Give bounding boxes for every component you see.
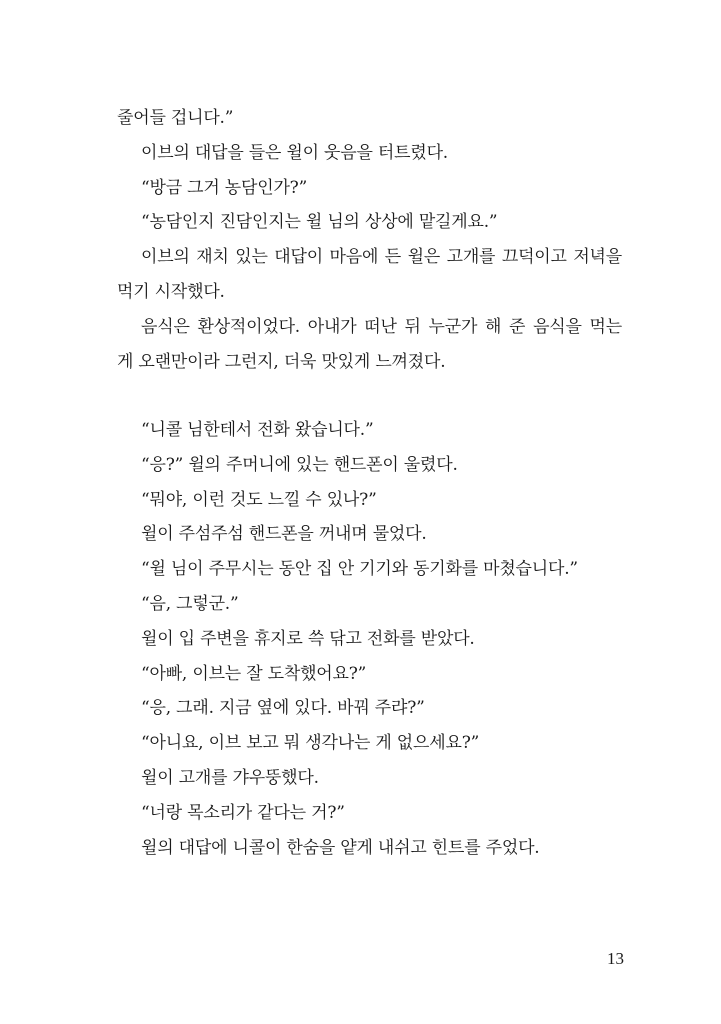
page-number: 13 xyxy=(607,949,624,968)
text-line: 이브의 대답을 들은 윌이 웃음을 터트렸다. xyxy=(141,142,448,163)
text-line: “니콜 님한테서 전화 왔습니다.” xyxy=(141,420,374,440)
text-line: 줄어들 겁니다.” xyxy=(117,108,234,128)
text-line: “아빠, 이브는 잘 도착했어요?” xyxy=(141,663,367,684)
text-line: 게 오랜만이라 그런지, 더욱 맛있게 느껴졌다. xyxy=(117,351,446,372)
text-line: “음, 그렇군.” xyxy=(141,593,239,614)
text-line: 윌이 주섬주섬 핸드폰을 꺼내며 물었다. xyxy=(141,524,427,545)
text-line: 먹기 시작했다. xyxy=(117,281,225,302)
text-line: “농담인지 진담인지는 윌 님의 상상에 맡길게요.” xyxy=(141,212,498,233)
text-line: “너랑 목소리가 같다는 거?” xyxy=(141,802,345,823)
text-line: 이브의 재치 있는 대답이 마음에 든 윌은 고개를 끄덕이고 저녁을 xyxy=(141,247,622,268)
text-line: “응?” 윌의 주머니에 있는 핸드폰이 울렸다. xyxy=(141,454,458,475)
text-line: “윌 님이 주무시는 동안 집 안 기기와 동기화를 마쳤습니다.” xyxy=(141,559,578,580)
text-line: “방금 그거 농담인가?” xyxy=(141,177,308,198)
text-line: 윌이 입 주변을 휴지로 쓱 닦고 전화를 받았다. xyxy=(141,628,475,649)
text-line: 윌의 대답에 니콜이 한숨을 얕게 내쉬고 힌트를 주었다. xyxy=(141,837,540,858)
text-line: 음식은 환상적이었다. 아내가 떠난 뒤 누군가 해 준 음식을 먹는 xyxy=(141,316,622,337)
paragraph-block-phone-call xyxy=(117,413,622,865)
text-line: “아니요, 이브 보고 뭐 생각나는 게 없으세요?” xyxy=(141,733,480,754)
text-line: “응, 그래. 지금 옆에 있다. 바꿔 주랴?” xyxy=(141,698,425,719)
paragraph-block-dinner xyxy=(117,101,622,379)
text-line: 윌이 고개를 갸우뚱했다. xyxy=(141,767,319,788)
text-line: “뭐야, 이런 것도 느낄 수 있나?” xyxy=(141,489,377,510)
